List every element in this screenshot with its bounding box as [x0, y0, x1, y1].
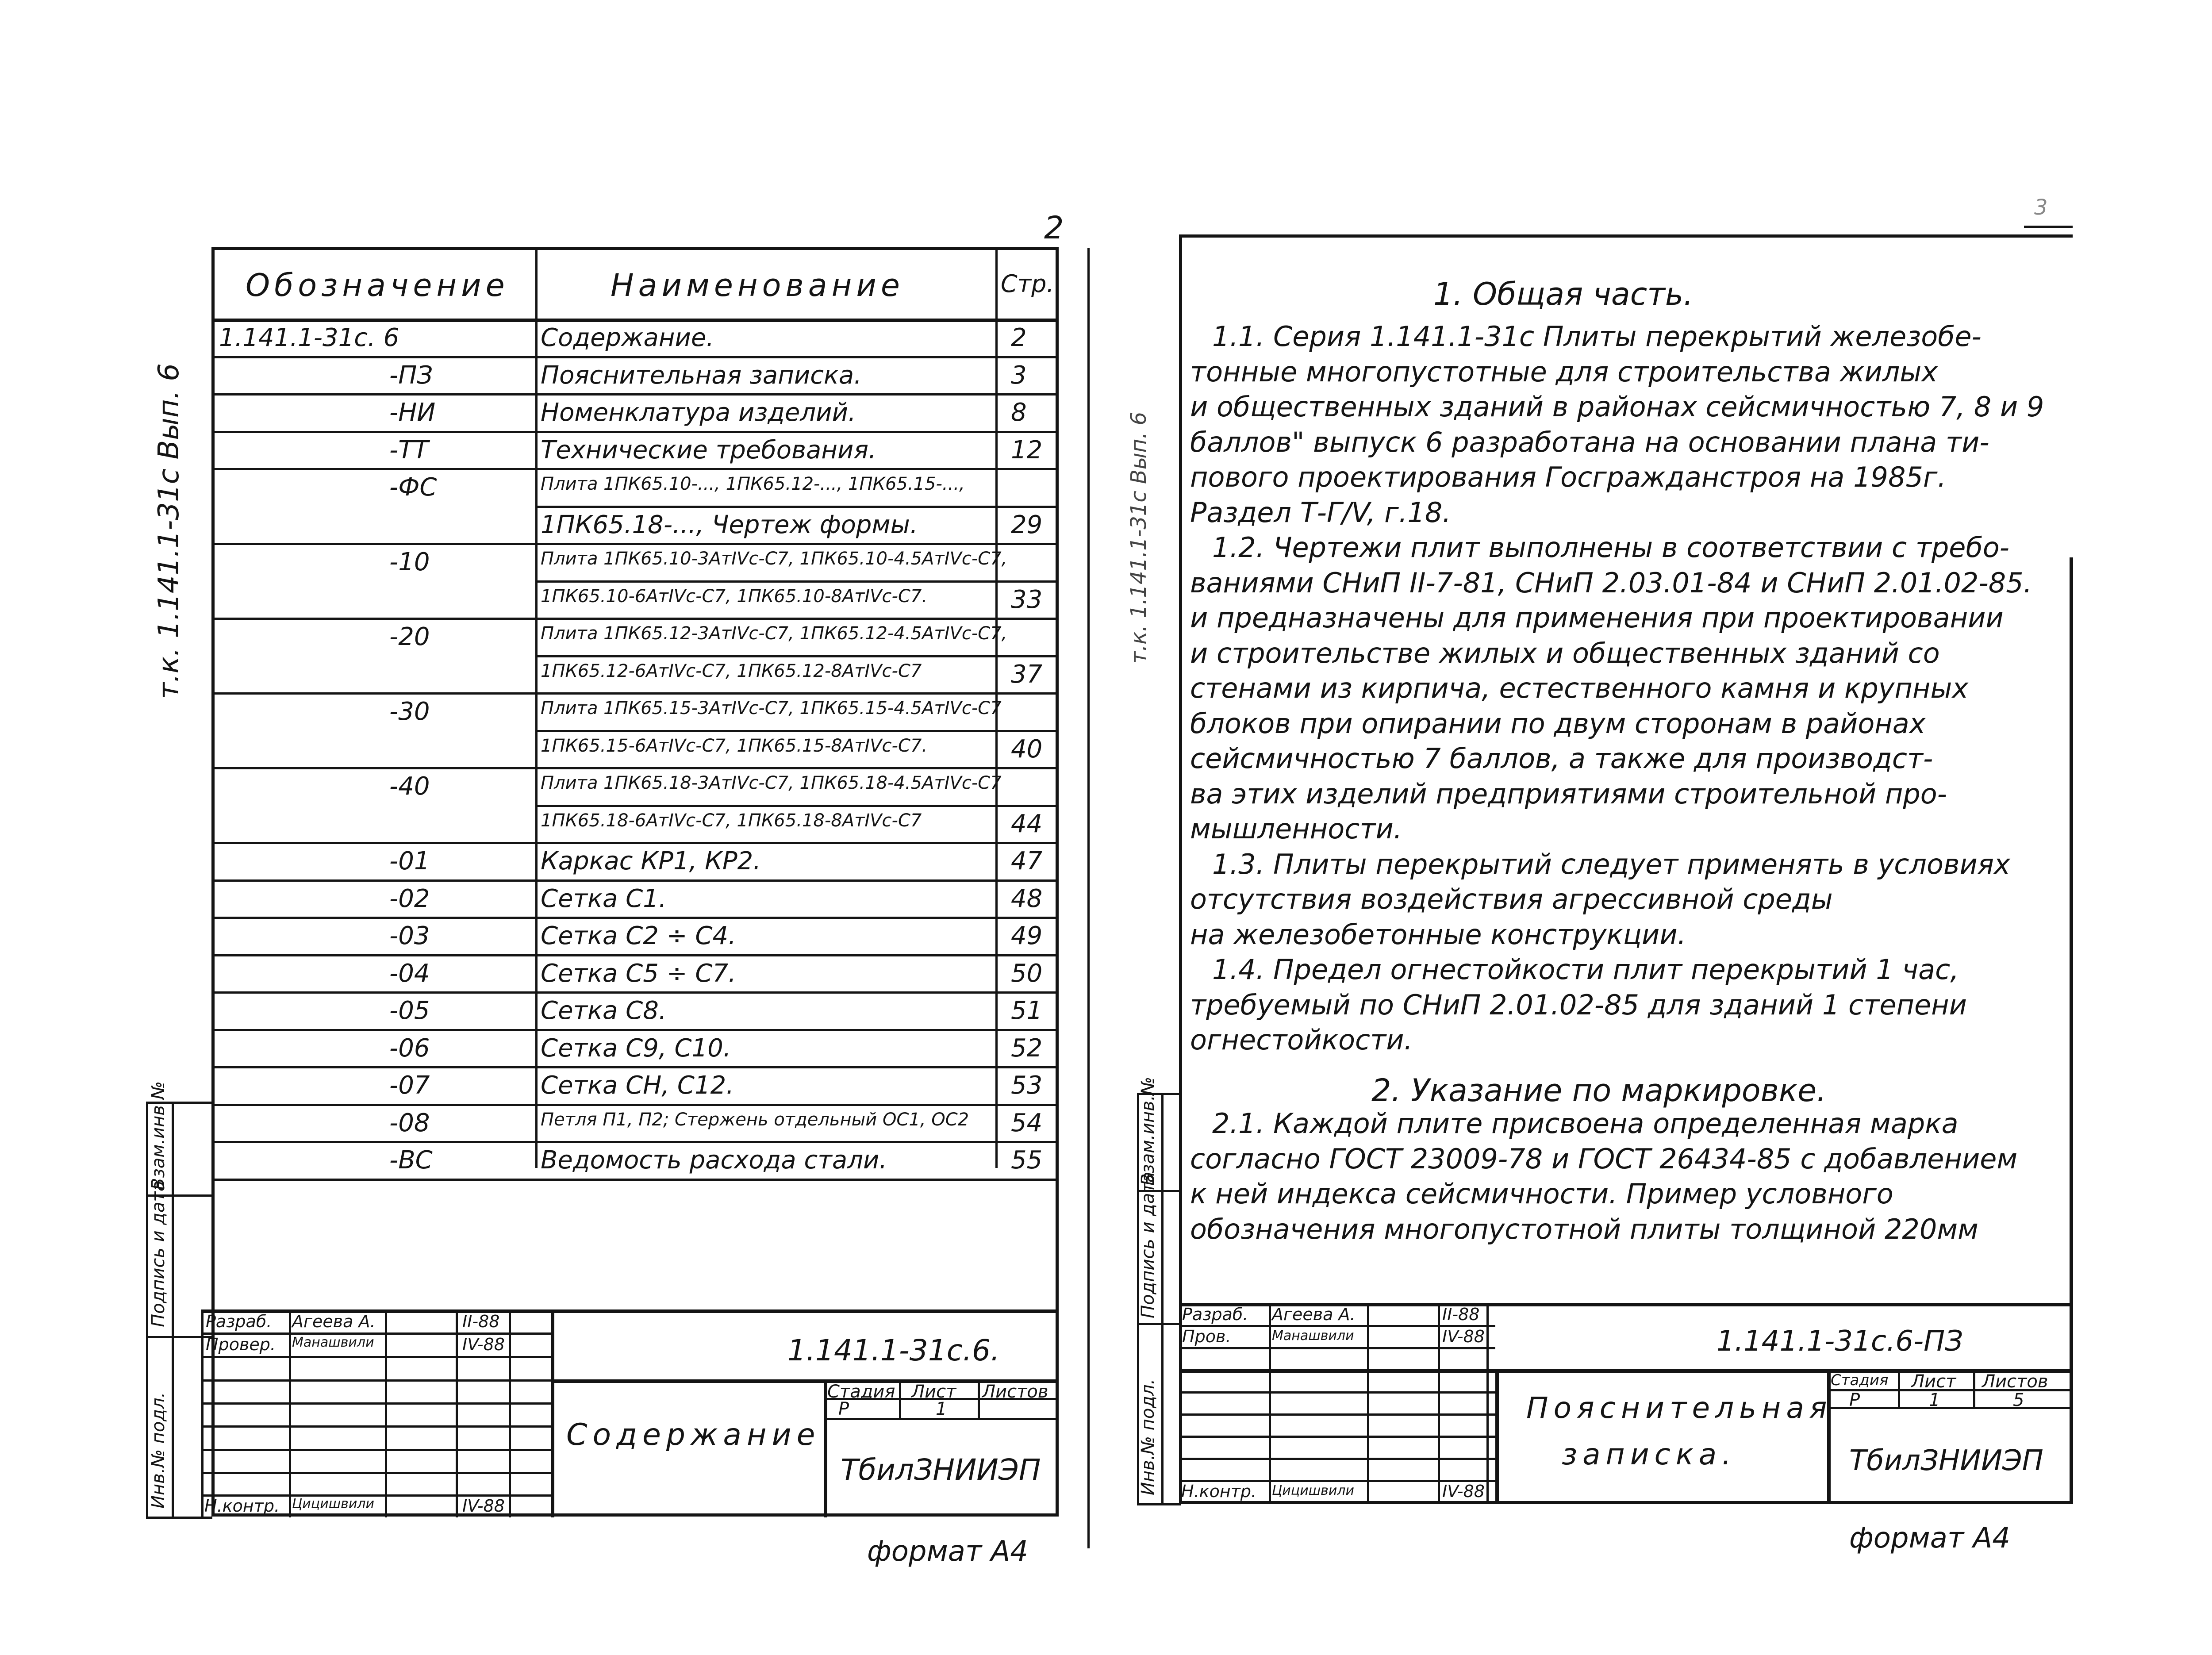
- stamp-inv-orig-right: Инв.№ подл.: [1138, 1379, 1158, 1495]
- row-name: Плита 1ПК65.18-3АтIVс-С7, 1ПК65.18-4.5АтIVс-С7: [541, 773, 1002, 793]
- role-developer-right: Разраб.: [1182, 1305, 1248, 1324]
- row-code: -05: [389, 996, 430, 1025]
- text-line: и предназначены для применения при проектировании: [1190, 602, 2004, 634]
- left-org: ТбилЗНИИЭП: [841, 1453, 1041, 1487]
- row-name: 1ПК65.12-6АтIVс-С7, 1ПК65.12-8АтIVс-С7: [541, 660, 922, 681]
- row-code: -НИ: [389, 398, 436, 427]
- row-name: 1ПК65.15-6АтIVс-С7, 1ПК65.15-8АтIVс-С7.: [541, 735, 928, 756]
- role-developer: Разраб.: [206, 1312, 272, 1331]
- role-norm-control-right: Н.контр.: [1181, 1482, 1257, 1501]
- text-line: тонные многопустотные для строительства жилых: [1190, 355, 1938, 388]
- section-heading: 1. Общая часть.: [1433, 276, 1694, 312]
- row-name: Сетка С1.: [541, 884, 667, 913]
- row-name: Плита 1ПК65.10-..., 1ПК65.12-..., 1ПК65.15-...,: [541, 474, 965, 494]
- row-name: 1ПК65.18-..., Чертеж формы.: [541, 510, 918, 539]
- col-header-name: Наименование: [611, 267, 904, 303]
- date-developer-right: II-88: [1442, 1305, 1480, 1324]
- right-org: ТбилЗНИИЭП: [1849, 1444, 2043, 1477]
- sheets-value-right: 5: [2013, 1390, 2024, 1410]
- row-page: 55: [1011, 1146, 1043, 1175]
- stamp-replace-inv: Взам.инв.№: [148, 1081, 169, 1190]
- name-developer: Агеева А.: [292, 1312, 376, 1331]
- row-code: -ПЗ: [389, 361, 433, 390]
- text-line: мышленности.: [1190, 813, 1402, 845]
- row-name: Номенклатура изделий.: [541, 398, 856, 427]
- row-page: 53: [1011, 1071, 1043, 1100]
- stamp-signature-date-right: Подпись и дата: [1138, 1171, 1158, 1318]
- text-line: отсутствия воздействия агрессивной среды: [1190, 883, 1833, 915]
- text-line: ваниями СНиП II-7-81, СНиП 2.03.01-84 и СНиП 2.01.02-85.: [1190, 566, 2032, 599]
- section-heading: 2. Указание по маркировке.: [1371, 1072, 1827, 1109]
- col-sheets-right: Листов: [1982, 1371, 2048, 1392]
- row-page: 33: [1011, 585, 1043, 614]
- text-line: и общественных зданий в районах сейсмичностью 7, 8 и 9: [1190, 391, 2044, 423]
- row-page: 37: [1011, 660, 1043, 689]
- text-line: обозначения многопустотной плиты толщиной 220мм: [1190, 1213, 1978, 1245]
- date-checker-right: IV-88: [1442, 1327, 1485, 1346]
- row-name: Петля П1, П2; Стержень отдельный ОС1, ОС2: [541, 1109, 969, 1130]
- col-sheets: Листов: [982, 1382, 1048, 1402]
- date-developer: II-88: [462, 1312, 500, 1331]
- row-page: 12: [1011, 435, 1043, 465]
- role-checker-right: Пров.: [1182, 1327, 1231, 1346]
- right-side-label: т.к. 1.141.1-31с Вып. 6: [1126, 411, 1151, 664]
- row-name: Сетка С2 ÷ С4.: [541, 922, 736, 950]
- row-page: 47: [1011, 847, 1043, 875]
- name-norm-control: Цицишвили: [292, 1496, 375, 1512]
- stamp-replace-inv-right: Взам.инв.№: [1138, 1076, 1158, 1186]
- col-sheet-right: Лист: [1911, 1371, 1956, 1392]
- row-page: 44: [1011, 809, 1043, 838]
- date-norm-control: IV-88: [462, 1496, 505, 1516]
- name-developer-right: Агеева А.: [1272, 1305, 1356, 1324]
- row-code: -40: [389, 772, 430, 801]
- text-line: согласно ГОСТ 23009-78 и ГОСТ 26434-85 с добавлением: [1190, 1142, 2018, 1175]
- row-code: -02: [389, 884, 430, 913]
- left-format: формат А4: [867, 1535, 1029, 1568]
- row-code: -08: [389, 1108, 430, 1137]
- row-name: Плита 1ПК65.12-3АтIVс-С7, 1ПК65.12-4.5АтIVс-С7,: [541, 623, 1007, 644]
- row-code: -07: [389, 1071, 430, 1100]
- col-header-designation: Обозначение: [246, 267, 509, 303]
- row-name: Пояснительная записка.: [541, 361, 862, 390]
- center-divider: [1087, 248, 1090, 1548]
- stage-value-right: Р: [1849, 1390, 1860, 1410]
- text-line: огнестойкости.: [1190, 1024, 1413, 1056]
- col-stage-right: Стадия: [1831, 1371, 1889, 1389]
- row-code: -20: [389, 622, 430, 651]
- row-name: Плита 1ПК65.10-3АтIVс-С7, 1ПК65.10-4.5АтIVс-С7,: [541, 549, 1007, 569]
- right-designation: 1.141.1-31с.6-ПЗ: [1717, 1325, 1963, 1358]
- text-line: баллов" выпуск 6 разработана на основании плана ти-: [1190, 426, 1989, 458]
- row-name: Сетка С8.: [541, 996, 667, 1025]
- text-line: ва этих изделий предприятиями строительной про-: [1190, 777, 1947, 810]
- left-page-number: 2: [1044, 210, 1064, 246]
- right-sheet-title-1: Пояснительная: [1526, 1391, 1832, 1425]
- row-page: 2: [1011, 323, 1027, 352]
- row-page: 48: [1011, 884, 1043, 913]
- text-line: 2.1. Каждой плите присвоена определенная марка: [1212, 1107, 1959, 1140]
- row-name: 1ПК65.10-6АтIVс-С7, 1ПК65.10-8АтIVс-С7.: [541, 586, 928, 607]
- text-line: 1.1. Серия 1.141.1-31с Плиты перекрытий железобе-: [1212, 320, 1982, 353]
- row-code: 1.141.1-31с. 6: [219, 323, 399, 352]
- row-page: 3: [1011, 361, 1027, 390]
- sheet-value: 1: [936, 1399, 947, 1419]
- role-checker: Провер.: [206, 1335, 276, 1354]
- row-page: 8: [1011, 398, 1027, 427]
- left-side-label: т.к. 1.141.1-31с Вып. 6: [153, 363, 185, 699]
- row-code: -30: [389, 697, 430, 726]
- row-code: -06: [389, 1033, 430, 1063]
- row-name: Содержание.: [541, 323, 714, 352]
- row-page: 50: [1011, 959, 1043, 988]
- stamp-inv-orig: Инв.№ подл.: [148, 1392, 169, 1509]
- row-name: Сетка СН, С12.: [541, 1071, 734, 1100]
- col-sheet: Лист: [911, 1382, 956, 1402]
- row-name: Технические требования.: [541, 435, 876, 465]
- row-page: 54: [1011, 1108, 1043, 1137]
- right-page-number: 3: [2034, 195, 2048, 220]
- row-code: -ФС: [389, 473, 437, 502]
- row-page: 52: [1011, 1033, 1043, 1063]
- text-line: сейсмичностью 7 баллов, а также для производст-: [1190, 742, 1933, 775]
- name-checker-right: Манашвили: [1272, 1328, 1354, 1344]
- row-code: -ТТ: [389, 435, 429, 465]
- row-code: -01: [389, 847, 430, 875]
- row-page: 29: [1011, 510, 1043, 539]
- role-norm-control: Н.контр.: [204, 1496, 280, 1516]
- row-page: 40: [1011, 734, 1043, 764]
- row-name: Сетка С5 ÷ С7.: [541, 959, 736, 988]
- text-line: 1.4. Предел огнестойкости плит перекрытий 1 час,: [1212, 953, 1959, 986]
- row-page: 51: [1011, 996, 1043, 1025]
- row-name: 1ПК65.18-6АтIVс-С7, 1ПК65.18-8АтIVс-С7: [541, 810, 922, 831]
- date-checker: IV-88: [462, 1335, 505, 1354]
- text-line: к ней индекса сейсмичности. Пример условного: [1190, 1178, 1893, 1210]
- row-name: Ведомость расхода стали.: [541, 1146, 887, 1175]
- stage-value: Р: [838, 1399, 849, 1419]
- left-sheet-title: Содержание: [566, 1417, 821, 1452]
- text-line: блоков при опирании по двум сторонам в районах: [1190, 707, 1926, 740]
- left-designation: 1.141.1-31с.6.: [787, 1333, 1000, 1367]
- right-sheet-title-2: записка.: [1562, 1437, 1737, 1471]
- col-stage: Стадия: [827, 1382, 895, 1402]
- text-line: на железобетонные конструкции.: [1190, 918, 1686, 951]
- text-line: стенами из кирпича, естественного камня и крупных: [1190, 672, 1969, 704]
- row-code: -04: [389, 959, 430, 988]
- row-code: -ВС: [389, 1146, 433, 1175]
- date-norm-control-right: IV-88: [1442, 1482, 1485, 1501]
- text-line: 1.3. Плиты перекрытий следует применять в условиях: [1212, 848, 2010, 880]
- name-checker: Манашвили: [292, 1335, 374, 1350]
- right-format: формат А4: [1849, 1522, 2011, 1555]
- text-line: 1.2. Чертежи плит выполнены в соответствии с требо-: [1212, 531, 2009, 564]
- text-line: и строительстве жилых и общественных зданий со: [1190, 637, 1940, 669]
- col-header-page: Стр.: [1001, 270, 1054, 298]
- row-name: Каркас КР1, КР2.: [541, 847, 761, 875]
- stamp-signature-date: Подпись и дата: [148, 1180, 169, 1327]
- row-page: 49: [1011, 922, 1043, 950]
- name-norm-control-right: Цицишвили: [1272, 1483, 1355, 1498]
- row-name: Плита 1ПК65.15-3АтIVс-С7, 1ПК65.15-4.5АтIVс-С7: [541, 698, 1002, 718]
- row-code: -10: [389, 548, 430, 576]
- row-code: -03: [389, 922, 430, 950]
- text-line: Раздел Т-Г/V, г.18.: [1190, 496, 1451, 529]
- text-line: требуемый по СНиП 2.01.02-85 для зданий 1 степени: [1190, 988, 1967, 1021]
- sheet-value-right: 1: [1929, 1390, 1940, 1410]
- row-name: Сетка С9, С10.: [541, 1033, 731, 1063]
- text-line: пового проектирования Госгражданстроя на 1985г.: [1190, 461, 1947, 493]
